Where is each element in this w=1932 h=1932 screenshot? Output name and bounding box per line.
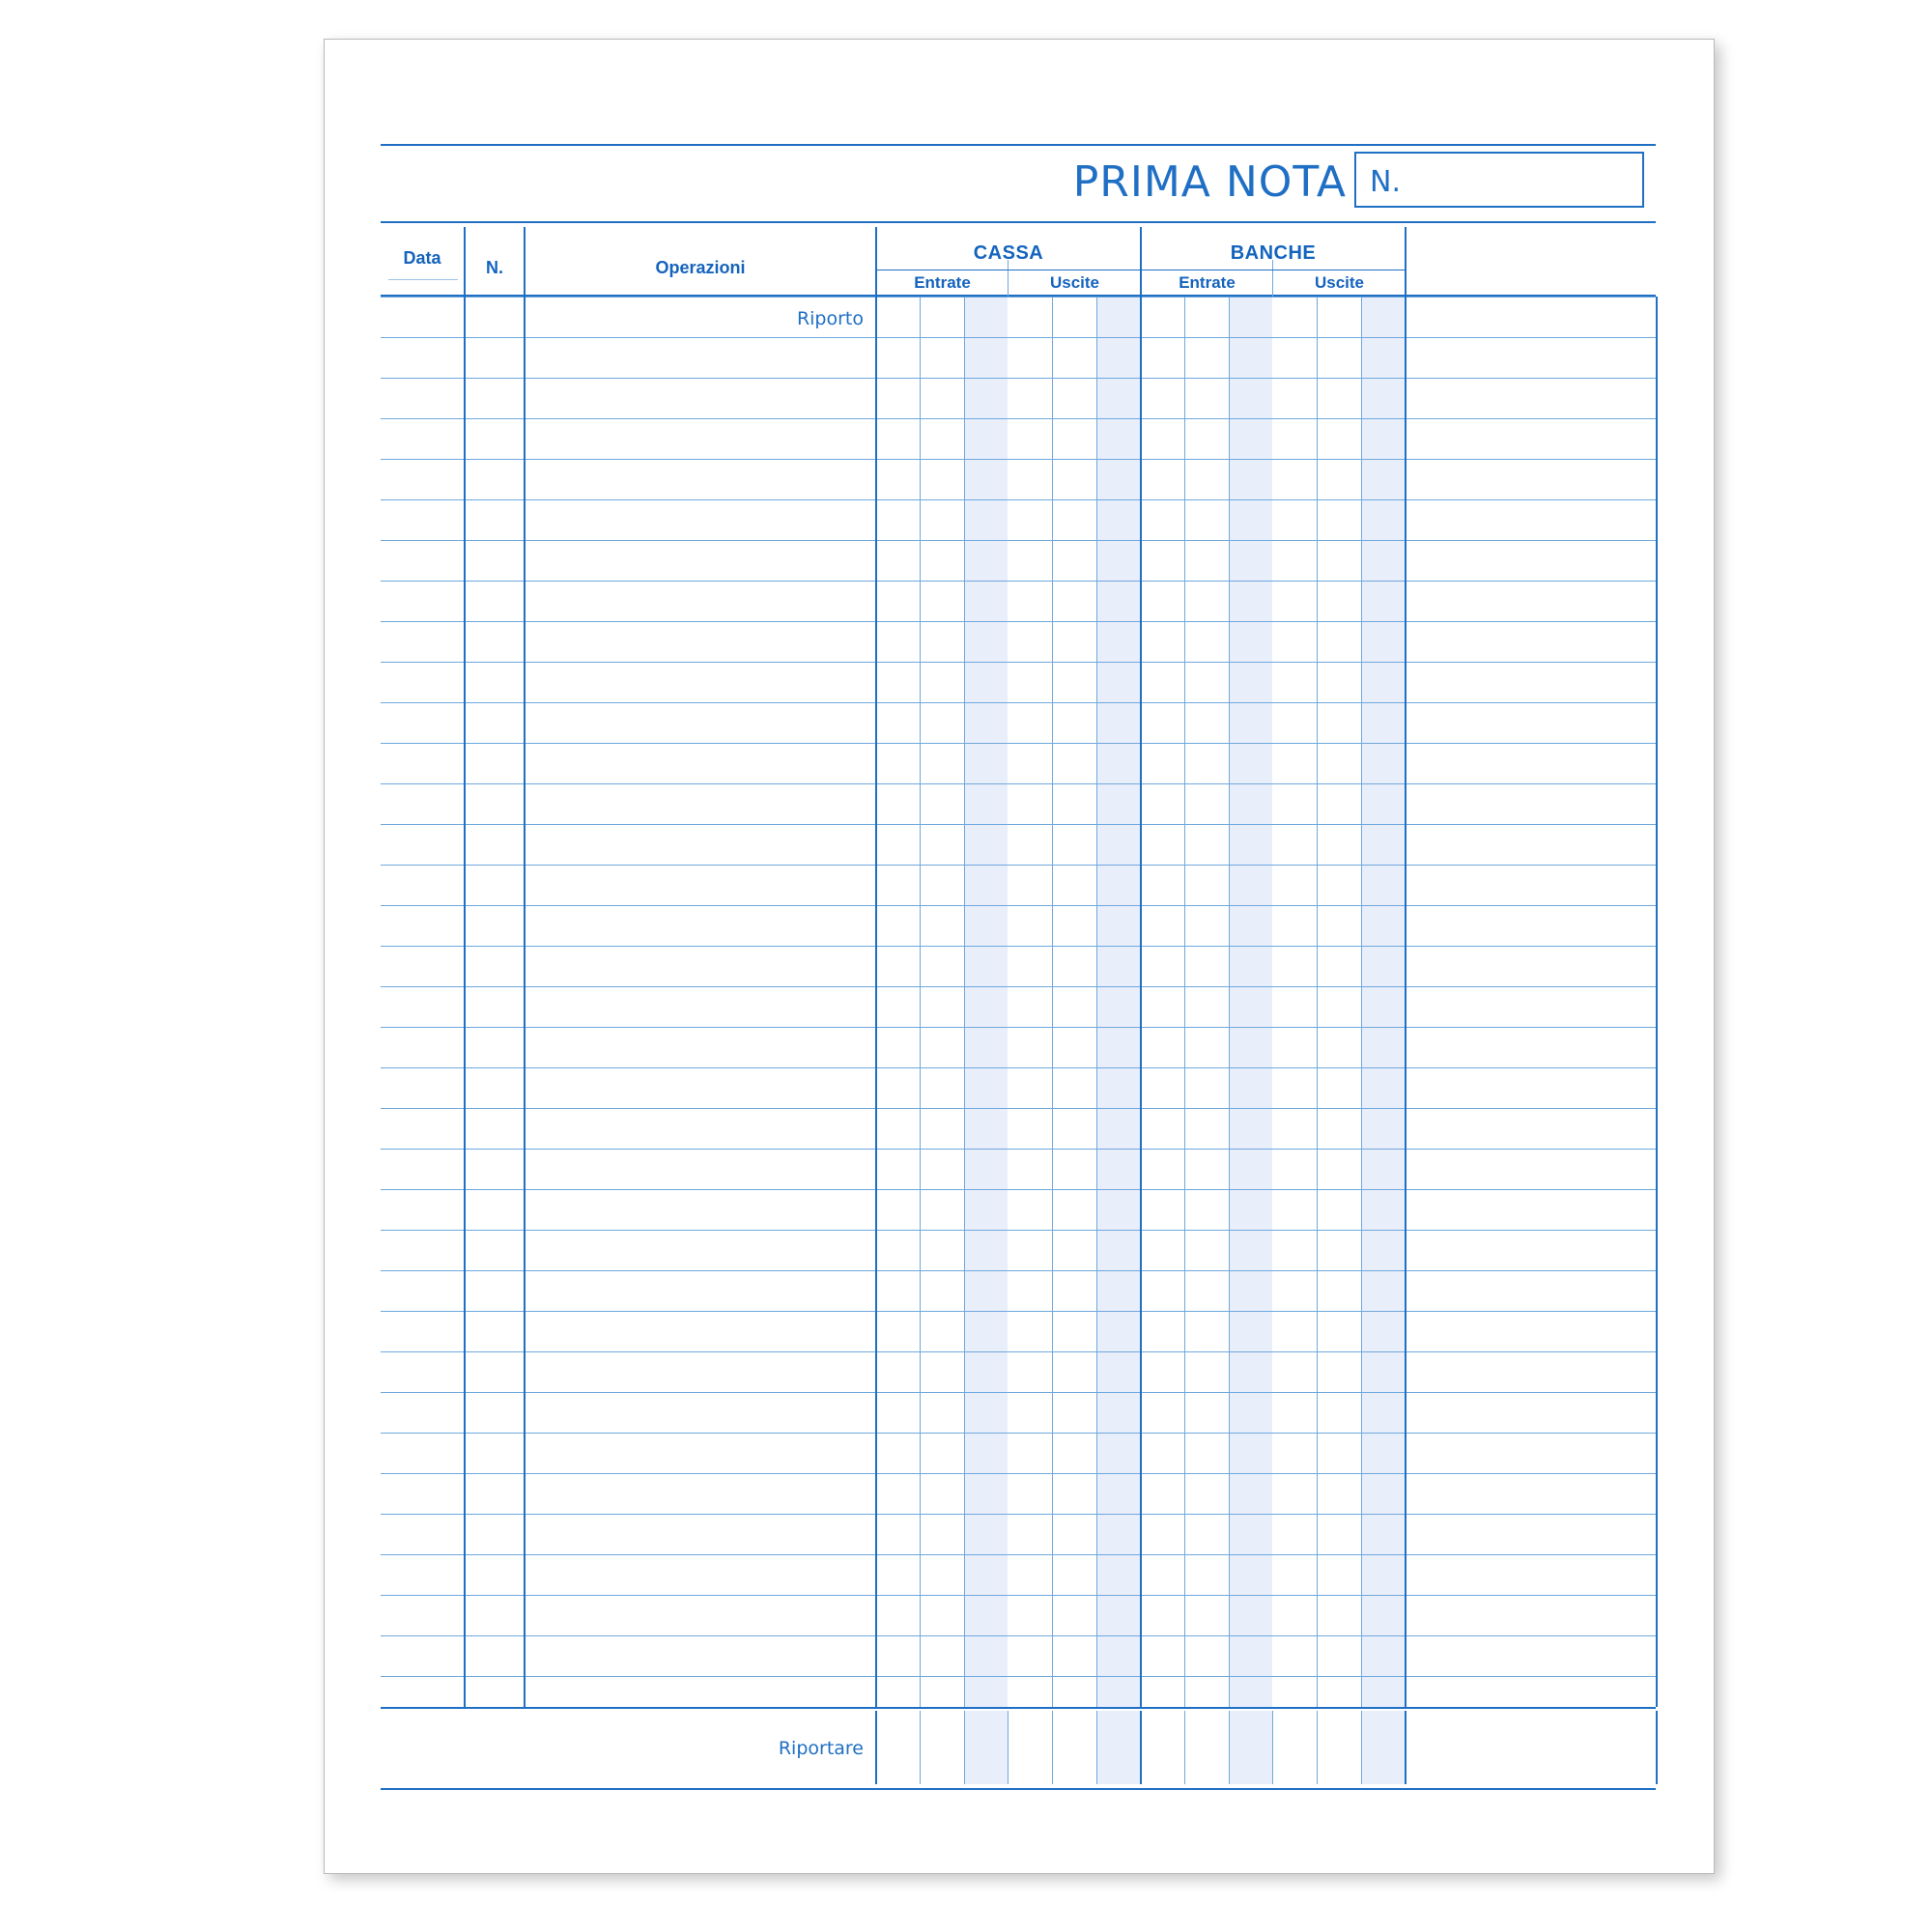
table-row[interactable] [381, 1433, 1656, 1434]
table-row[interactable] [381, 905, 1656, 906]
page-title: PRIMA NOTA [1072, 157, 1347, 207]
table-row[interactable] [381, 418, 1656, 419]
table-row[interactable] [381, 297, 1656, 298]
table-footer[interactable] [381, 1711, 1656, 1784]
table-row[interactable] [381, 1230, 1656, 1231]
amount-subcolumn-divider [920, 297, 921, 1707]
ledger-table [381, 227, 1656, 1773]
table-row[interactable] [381, 1392, 1656, 1393]
table-body[interactable] [381, 297, 1656, 1707]
footer-bottom-rule [381, 1788, 1656, 1790]
table-right-edge [1656, 297, 1658, 1707]
amount-subcolumn-divider-footer [920, 1711, 921, 1784]
table-row[interactable] [381, 1514, 1656, 1515]
amount-subcolumn-divider-footer [1096, 1711, 1097, 1784]
document-number-field[interactable] [1354, 152, 1644, 208]
table-row[interactable] [381, 1554, 1656, 1555]
shaded-amount-subcolumn-footer [1096, 1711, 1140, 1784]
table-header [381, 227, 1656, 297]
table-row[interactable] [381, 337, 1656, 338]
group-header-banche: BANCHE [1230, 242, 1317, 264]
group-header-cassa: CASSA [973, 242, 1044, 264]
amount-subcolumn-divider-footer [1317, 1711, 1318, 1784]
amount-subcolumn-divider [964, 297, 965, 1707]
table-row[interactable] [381, 1270, 1656, 1271]
table-row[interactable] [381, 621, 1656, 622]
data-field-underline [388, 279, 458, 280]
subcolumn-header-cassa-uscite: Uscite [1049, 273, 1100, 292]
column-header-data: Data [403, 248, 441, 268]
amount-subcolumn-divider-footer [1184, 1711, 1185, 1784]
amount-subcolumn-divider [1184, 297, 1185, 1707]
table-row[interactable] [381, 1351, 1656, 1352]
header-divider-banche-end [1405, 227, 1406, 297]
subcolumn-header-cassa-entrate: Entrate [914, 273, 971, 292]
table-row[interactable] [381, 540, 1656, 541]
header-bottom-rule [381, 221, 1656, 223]
footer-column-divider [1656, 1711, 1658, 1784]
column-divider [524, 297, 526, 1707]
table-row[interactable] [381, 1067, 1656, 1068]
table-row[interactable] [381, 1108, 1656, 1109]
table-row[interactable] [381, 1676, 1656, 1677]
footer-column-divider [1140, 1711, 1142, 1784]
table-row[interactable] [381, 1149, 1656, 1150]
table-row[interactable] [381, 1595, 1656, 1596]
table-row[interactable] [381, 499, 1656, 500]
subcolumn-header-banche-entrate: Entrate [1179, 273, 1236, 292]
table-row[interactable] [381, 824, 1656, 825]
footer-column-divider [1008, 1711, 1009, 1784]
shaded-amount-subcolumn [964, 297, 1008, 1707]
document-number-label: N. [1370, 165, 1401, 199]
table-row[interactable] [381, 743, 1656, 744]
column-divider [1405, 297, 1406, 1707]
amount-subcolumn-divider-footer [964, 1711, 965, 1784]
column-divider [464, 297, 466, 1707]
amount-subcolumn-divider-footer [1052, 1711, 1053, 1784]
table-row[interactable] [381, 702, 1656, 703]
shaded-amount-subcolumn-footer [1361, 1711, 1405, 1784]
column-header-n: N. [486, 258, 503, 277]
header-divider-cassa-sub [1008, 260, 1009, 297]
amount-subcolumn-divider [1096, 297, 1097, 1707]
amount-subcolumn-divider-footer [1361, 1711, 1362, 1784]
table-row[interactable] [381, 1311, 1656, 1312]
shaded-amount-subcolumn [1096, 297, 1140, 1707]
shaded-amount-subcolumn [1229, 297, 1272, 1707]
table-row[interactable] [381, 986, 1656, 987]
footer-column-divider [1405, 1711, 1406, 1784]
carryover-bottom-label: Riportare [778, 1738, 864, 1759]
table-row[interactable] [381, 1189, 1656, 1190]
table-row[interactable] [381, 662, 1656, 663]
header-divider-banche-sub [1272, 260, 1273, 297]
amount-subcolumn-divider-footer [1229, 1711, 1230, 1784]
table-row[interactable] [381, 1027, 1656, 1028]
table-row[interactable] [381, 865, 1656, 866]
amount-subcolumn-divider [1052, 297, 1053, 1707]
footer-top-rule [381, 1707, 1656, 1709]
prima-nota-form [381, 98, 1656, 1798]
footer-column-divider [1272, 1711, 1273, 1784]
carryover-top-label: Riporto [796, 308, 864, 329]
shaded-amount-subcolumn [1361, 297, 1405, 1707]
column-divider [875, 297, 877, 1707]
header-top-rule [381, 144, 1656, 146]
paper-sheet [324, 39, 1715, 1874]
table-row[interactable] [381, 1473, 1656, 1474]
amount-subcolumn-divider [1229, 297, 1230, 1707]
shaded-amount-subcolumn-footer [1229, 1711, 1272, 1784]
shaded-amount-subcolumn-footer [964, 1711, 1008, 1784]
amount-subcolumn-divider [1317, 297, 1318, 1707]
column-divider [1140, 297, 1142, 1707]
table-row[interactable] [381, 378, 1656, 379]
table-row[interactable] [381, 783, 1656, 784]
table-row[interactable] [381, 581, 1656, 582]
column-header-operazioni: Operazioni [655, 258, 746, 277]
footer-column-divider [875, 1711, 877, 1784]
table-row[interactable] [381, 946, 1656, 947]
table-row[interactable] [381, 459, 1656, 460]
subcolumn-header-banche-uscite: Uscite [1314, 273, 1365, 292]
amount-subcolumn-divider [1361, 297, 1362, 1707]
table-row[interactable] [381, 1635, 1656, 1636]
